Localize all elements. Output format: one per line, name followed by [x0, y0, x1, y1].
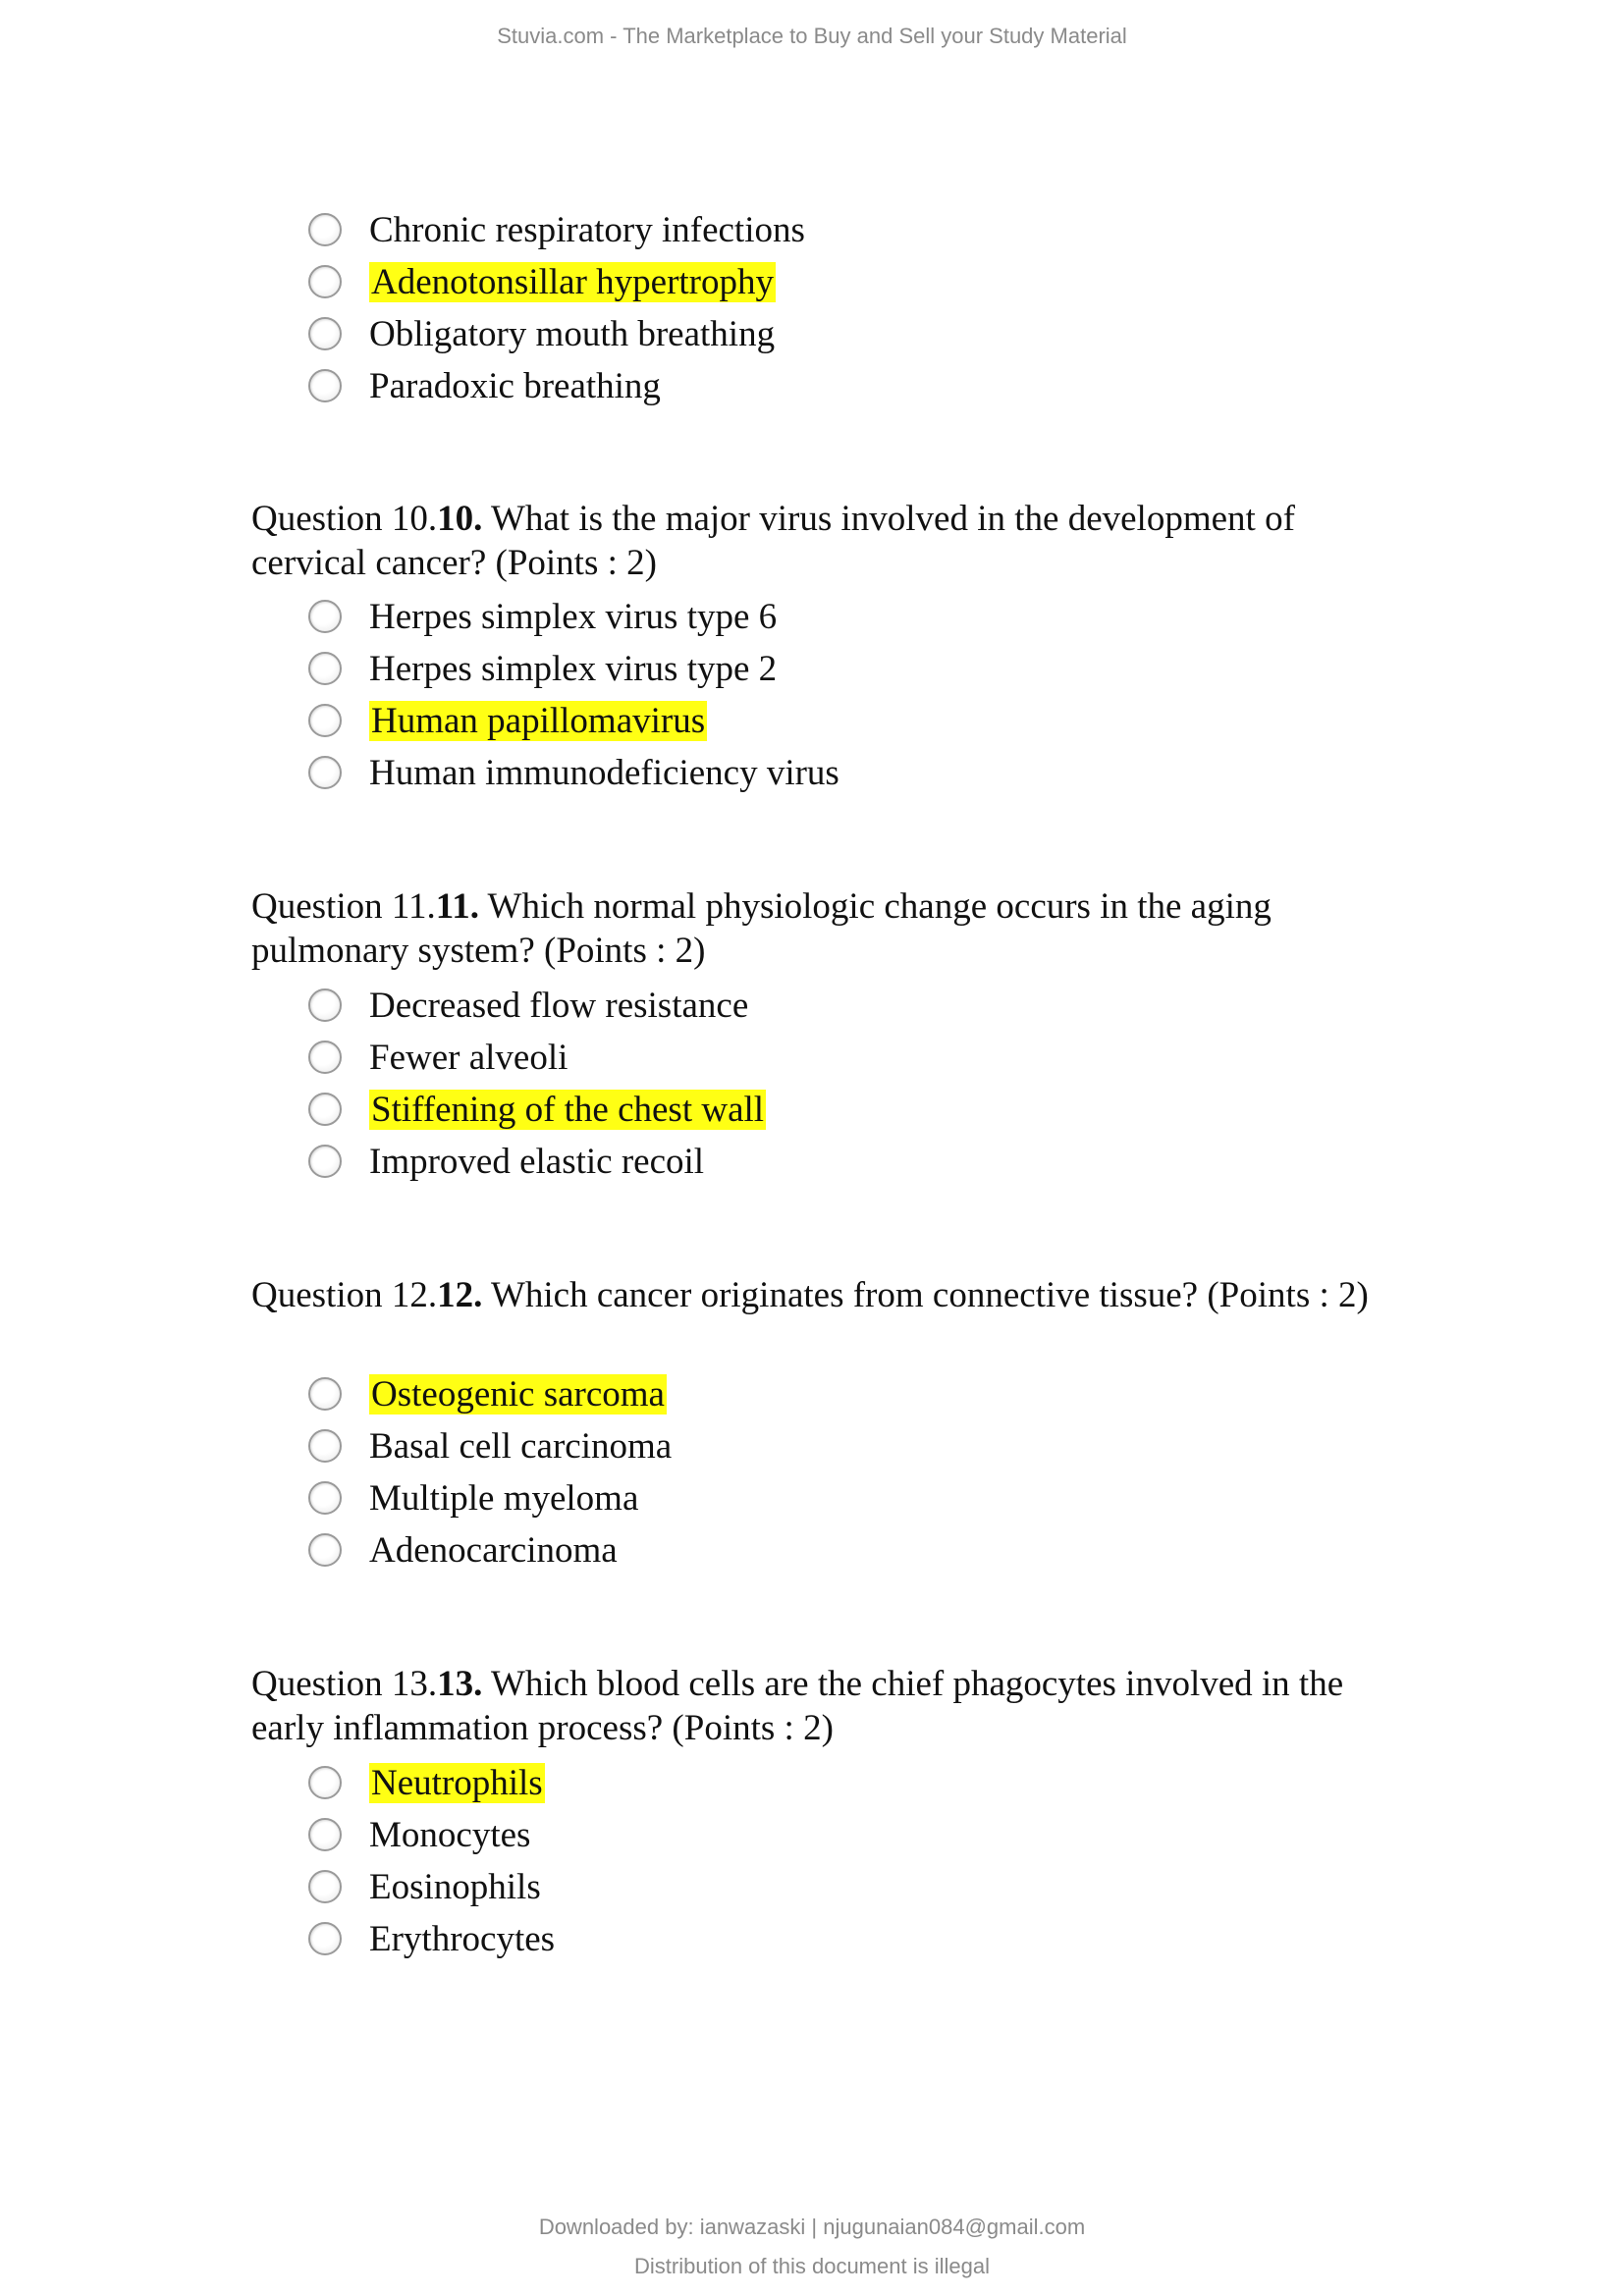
option-label: Obligatory mouth breathing — [369, 314, 776, 354]
option-label-highlighted: Neutrophils — [371, 1763, 543, 1803]
option-label-highlighted: Osteogenic sarcoma — [371, 1374, 665, 1415]
option-label: Improved elastic recoil — [369, 1142, 705, 1182]
radio-button-icon[interactable] — [308, 1041, 342, 1074]
option-monocytes[interactable] — [306, 1809, 555, 1861]
option-stiffening-chest-wall[interactable] — [306, 1084, 766, 1136]
radio-button-icon[interactable] — [308, 988, 342, 1022]
option-neutrophils[interactable] — [306, 1757, 555, 1809]
radio-button-icon[interactable] — [308, 1870, 342, 1903]
radio-button-icon[interactable] — [308, 213, 342, 246]
question-number: 12. — [437, 1275, 483, 1315]
question-prefix: Question 13. — [251, 1664, 438, 1704]
option-paradoxic-breathing[interactable] — [306, 360, 805, 412]
question-text: Which cancer originates from connective tissue? (Points : 2) — [482, 1275, 1369, 1315]
option-basal-cell-carcinoma[interactable] — [306, 1420, 672, 1472]
option-label-highlighted: Human papillomavirus — [371, 701, 706, 741]
option-label: Adenocarcinoma — [369, 1530, 618, 1571]
option-label: Chronic respiratory infections — [369, 210, 805, 250]
radio-button-icon[interactable] — [308, 1145, 342, 1178]
option-label: Decreased flow resistance — [369, 986, 749, 1026]
option-fewer-alveoli[interactable] — [306, 1032, 766, 1084]
option-label-highlighted: Stiffening of the chest wall — [371, 1090, 765, 1130]
question-prefix: Question 10. — [251, 499, 438, 539]
question-prefix: Question 12. — [251, 1275, 438, 1315]
question-13 — [251, 1662, 1410, 1750]
radio-button-icon[interactable] — [308, 1481, 342, 1515]
question-text: What is the major virus involved in the development of cervical cancer? (Points : 2) — [251, 499, 1295, 583]
option-label: Multiple myeloma — [369, 1478, 639, 1519]
option-obligatory-mouth-breathing[interactable] — [306, 308, 805, 360]
question-text: Which normal physiologic change occurs in the aging pulmonary system? (Points : 2) — [251, 886, 1272, 971]
radio-button-icon[interactable] — [308, 1429, 342, 1463]
option-multiple-myeloma[interactable] — [306, 1472, 672, 1524]
question-12 — [251, 1273, 1410, 1317]
question-number: 13. — [437, 1664, 483, 1704]
option-label: Erythrocytes — [369, 1919, 556, 1959]
downloaded-by-notice: Downloaded by: ianwazaski | njugunaian084@gmail.com — [538, 2215, 1086, 2239]
radio-button-icon[interactable] — [308, 1766, 342, 1799]
radio-button-icon[interactable] — [308, 756, 342, 789]
radio-button-icon[interactable] — [308, 265, 342, 298]
option-label: Human immunodeficiency virus — [369, 753, 839, 793]
question-number: 11. — [435, 886, 479, 927]
question-10 — [251, 497, 1410, 585]
option-human-papillomavirus[interactable] — [306, 695, 839, 747]
radio-button-icon[interactable] — [308, 369, 342, 402]
radio-button-icon[interactable] — [308, 1093, 342, 1126]
question-prefix: Question 11. — [251, 886, 436, 927]
question-number: 10. — [437, 499, 483, 539]
option-decreased-flow-resistance[interactable] — [306, 980, 766, 1032]
question-12-options — [306, 1368, 672, 1576]
question-text: Which blood cells are the chief phagocytes involved in the early inflammation process? (Points : 2) — [251, 1664, 1344, 1748]
question-13-options — [306, 1757, 555, 1965]
option-hsv-type-2[interactable] — [306, 643, 839, 695]
option-label: Herpes simplex virus type 6 — [369, 597, 778, 637]
radio-button-icon[interactable] — [308, 1533, 342, 1567]
option-osteogenic-sarcoma[interactable] — [306, 1368, 672, 1420]
option-erythrocytes[interactable] — [306, 1913, 555, 1965]
site-banner: Stuvia.com - The Marketplace to Buy and Sell your Study Material — [497, 24, 1127, 48]
radio-button-icon[interactable] — [308, 704, 342, 737]
option-label-highlighted: Adenotonsillar hypertrophy — [371, 262, 774, 302]
question-11 — [251, 884, 1410, 973]
option-hsv-type-6[interactable] — [306, 591, 839, 643]
option-label: Fewer alveoli — [369, 1038, 568, 1078]
radio-button-icon[interactable] — [308, 317, 342, 350]
option-label: Basal cell carcinoma — [369, 1426, 673, 1467]
radio-button-icon[interactable] — [308, 652, 342, 685]
option-label: Paradoxic breathing — [369, 366, 661, 406]
carryover-options — [306, 204, 805, 412]
radio-button-icon[interactable] — [308, 1818, 342, 1851]
option-chronic-respiratory-infections[interactable] — [306, 204, 805, 256]
question-11-options — [306, 980, 766, 1188]
option-label: Monocytes — [369, 1815, 531, 1855]
radio-button-icon[interactable] — [308, 1377, 342, 1411]
option-adenocarcinoma[interactable] — [306, 1524, 672, 1576]
option-label: Eosinophils — [369, 1867, 541, 1907]
option-improved-elastic-recoil[interactable] — [306, 1136, 766, 1188]
question-10-options — [306, 591, 839, 799]
radio-button-icon[interactable] — [308, 1922, 342, 1955]
radio-button-icon[interactable] — [308, 600, 342, 633]
option-label: Herpes simplex virus type 2 — [369, 649, 778, 689]
option-eosinophils[interactable] — [306, 1861, 555, 1913]
distribution-notice: Distribution of this document is illegal — [634, 2254, 990, 2278]
option-hiv[interactable] — [306, 747, 839, 799]
option-adenotonsillar-hypertrophy[interactable] — [306, 256, 805, 308]
